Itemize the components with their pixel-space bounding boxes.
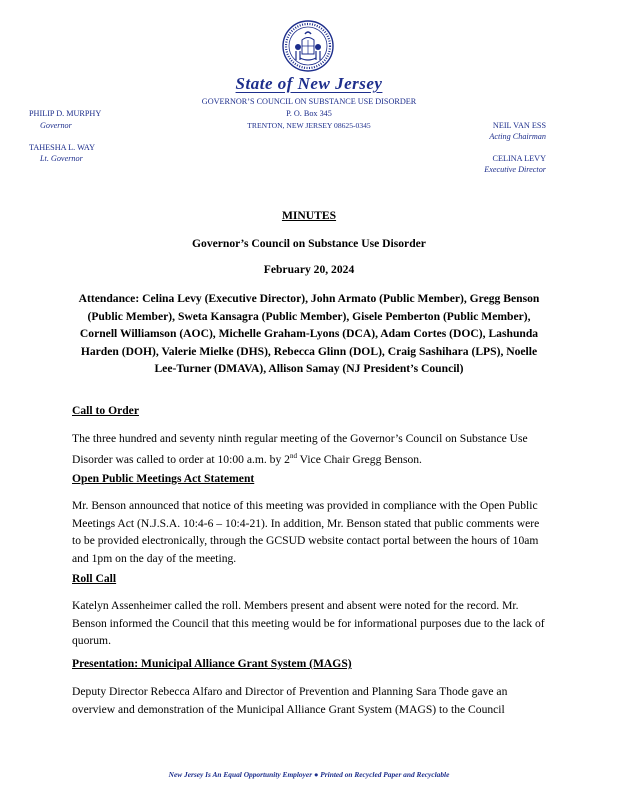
attendance: Attendance: Celina Levy (Executive Director), John Armato (Public Member), Gregg Benson (Public Member), Sweta Kansagra (Public Member), Gisele Pemberton (Public Member), Cornell Williamson (AOC), Michelle Graham-Lyons (DCA), Adam Cortes (DOC), Lashunda Harden (DOH), Valerie Mielke (DHS), Rebecca Glinn (DOL), Craig Sashihara (LPS), Noelle Lee-Turner (DMAVA), Allison Samay (NJ President’s Council) [78, 292, 540, 375]
state-seal-icon [282, 20, 334, 72]
chairman-name: NEIL VAN ESS [492, 121, 546, 130]
footer-bullet: ● [313, 770, 319, 779]
state-title: State of New Jersey [235, 74, 383, 93]
document-subheading: Governor’s Council on Substance Use Disorder [192, 237, 426, 250]
footer [0, 770, 618, 779]
po-box: P. O. Box 345 [286, 109, 332, 118]
executive-director-title: Executive Director [484, 165, 546, 174]
footer-employer: New Jersey Is An Equal Opportunity Employer [168, 770, 313, 779]
opma-title: Open Public Meetings Act Statement [72, 472, 255, 485]
call-to-order-text-part2: Vice Chair Gregg Benson. [296, 452, 422, 466]
governor-title: Governor [40, 121, 72, 130]
chairman-title: Acting Chairman [489, 132, 546, 141]
call-to-order-title: Call to Order [72, 404, 139, 417]
meeting-date: February 20, 2024 [263, 263, 355, 276]
roll-call-text: Katelyn Assenheimer called the roll. Members present and absent were noted for the record. Mr. Benson informed the Council that this meeting would be for informational purposes due to the lack of quorum. [72, 599, 545, 647]
executive-director-name: CELINA LEVY [492, 154, 546, 163]
call-to-order-text [72, 430, 546, 468]
document-heading: MINUTES [281, 209, 337, 222]
mags-text: Deputy Director Rebecca Alfaro and Director of Prevention and Planning Sara Thode gave an overview and demonstration of the Municipal Alliance Grant System (MAGS) to the Council [72, 685, 508, 716]
city-line: TRENTON, NEW JERSEY 08625-0345 [247, 121, 371, 130]
mags-title: Presentation: Municipal Alliance Grant System (MAGS) [72, 657, 352, 670]
lt-governor-name: TAHESHA L. WAY [29, 143, 95, 152]
footer-recycled: Printed on Recycled Paper and Recyclable [320, 770, 450, 779]
lt-governor-title: Lt. Governor [40, 154, 83, 163]
opma-text: Mr. Benson announced that notice of this meeting was provided in compliance with the Open Public Meetings Act (N.J.S.A. 10:4-6 – 10:4-21). In addition, Mr. Benson stated that public comments were to be provided electronically, through the GCSUD website contact portal between the hours of 10am and 1pm on the day of the meeting. [72, 499, 540, 565]
governor-name: PHILIP D. MURPHY [29, 109, 102, 118]
roll-call-title: Roll Call [72, 572, 117, 585]
call-to-order-sup: nd [289, 451, 297, 460]
call-to-order-text-part1: The three hundred and seventy ninth regular meeting of the Governor’s Council on Substance Use Disorder was called to order at 10:00 a.m. by 2 [72, 432, 528, 466]
council-name: GOVERNOR’S COUNCIL ON SUBSTANCE USE DISORDER [201, 97, 417, 106]
